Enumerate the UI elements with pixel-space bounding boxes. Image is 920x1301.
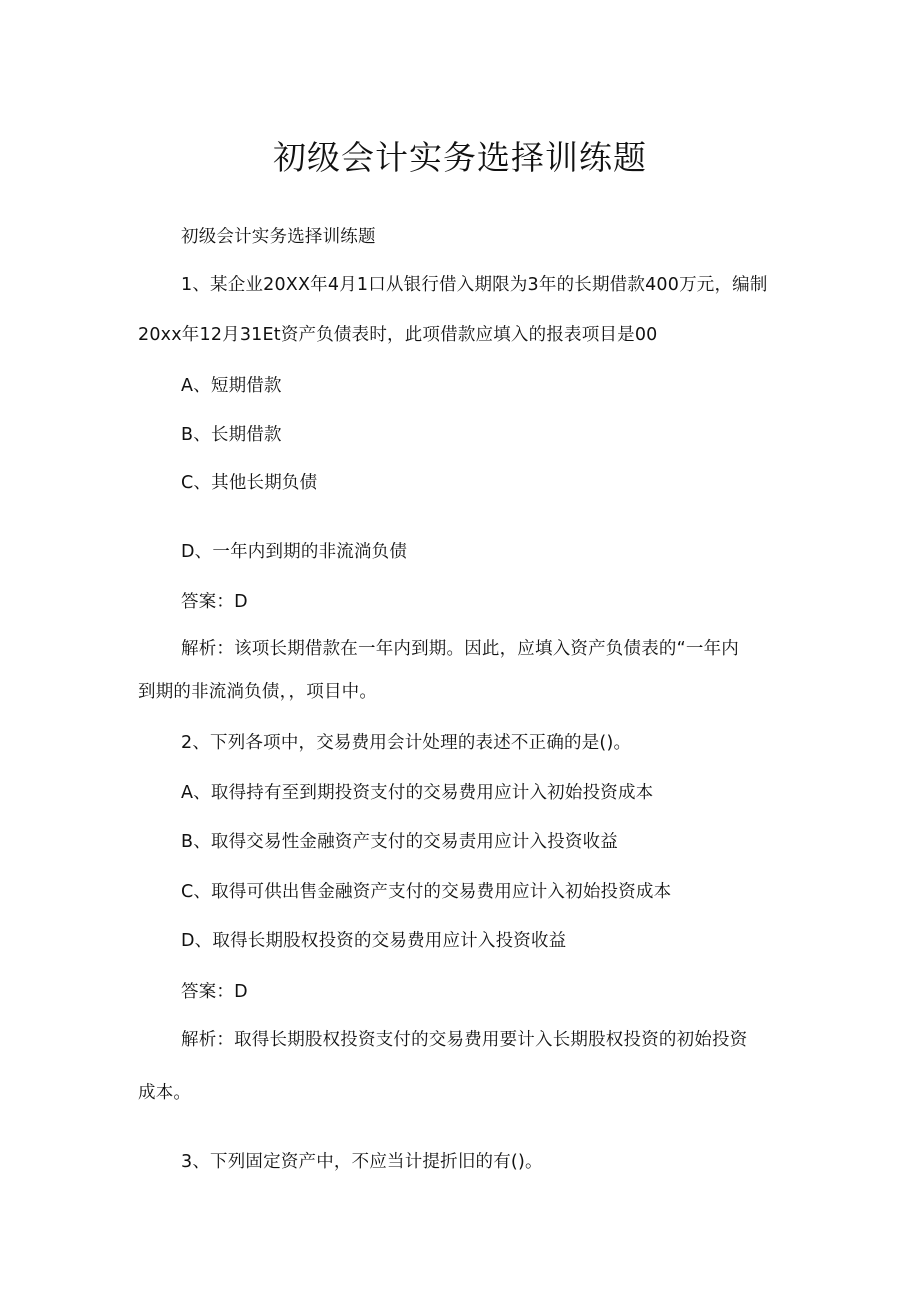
question-3-line-1: 3、下列固定资产中，不应当计提折旧的有()。 (181, 1152, 543, 1172)
question-2-option-b: B、取得交易性金融资产支付的交易责用应计入投资收益 (181, 832, 619, 852)
question-1-line-1: 1、某企业20XX年4月1口从银行借入期限为3年的长期借款400万元，编制 (181, 275, 768, 295)
question-2-option-c: C、取得可供出售金融资产支付的交易费用应计入初始投资成本 (181, 882, 672, 902)
question-1-option-c: C、其他长期负债 (181, 473, 318, 493)
question-1-option-d: D、一年内到期的非流淌负债 (181, 542, 408, 562)
question-1-analysis-line-1: 解析：该项长期借款在一年内到期。因此，应填入资产负债表的“一年内 (181, 639, 739, 659)
question-2-option-d: D、取得长期股权投资的交易费用应计入投资收益 (181, 931, 567, 951)
document-title: 初级会计实务选择训练题 (273, 138, 647, 177)
question-2-answer: 答案：D (181, 982, 248, 1002)
question-2-analysis-line-1: 解析：取得长期股权投资支付的交易费用要计入长期股权投资的初始投资 (181, 1030, 748, 1050)
question-1-analysis-line-2: 到期的非流淌负债，，项目中。 (138, 682, 378, 702)
question-1-option-b: B、长期借款 (181, 425, 282, 445)
question-1-option-a: A、短期借款 (181, 376, 282, 396)
question-2-option-a: A、取得持有至到期投资支付的交易费用应计入初始投资成本 (181, 783, 654, 803)
subtitle-line: 初级会计实务选择训练题 (181, 227, 376, 247)
question-2-analysis-line-2: 成本。 (138, 1083, 192, 1103)
question-2-line-1: 2、下列各项中，交易费用会计处理的表述不正确的是()。 (181, 733, 632, 753)
question-1-line-2: 20xx年12月31Et资产负债表时，此项借款应填入的报表项目是00 (138, 325, 658, 345)
question-1-answer: 答案：D (181, 592, 248, 612)
